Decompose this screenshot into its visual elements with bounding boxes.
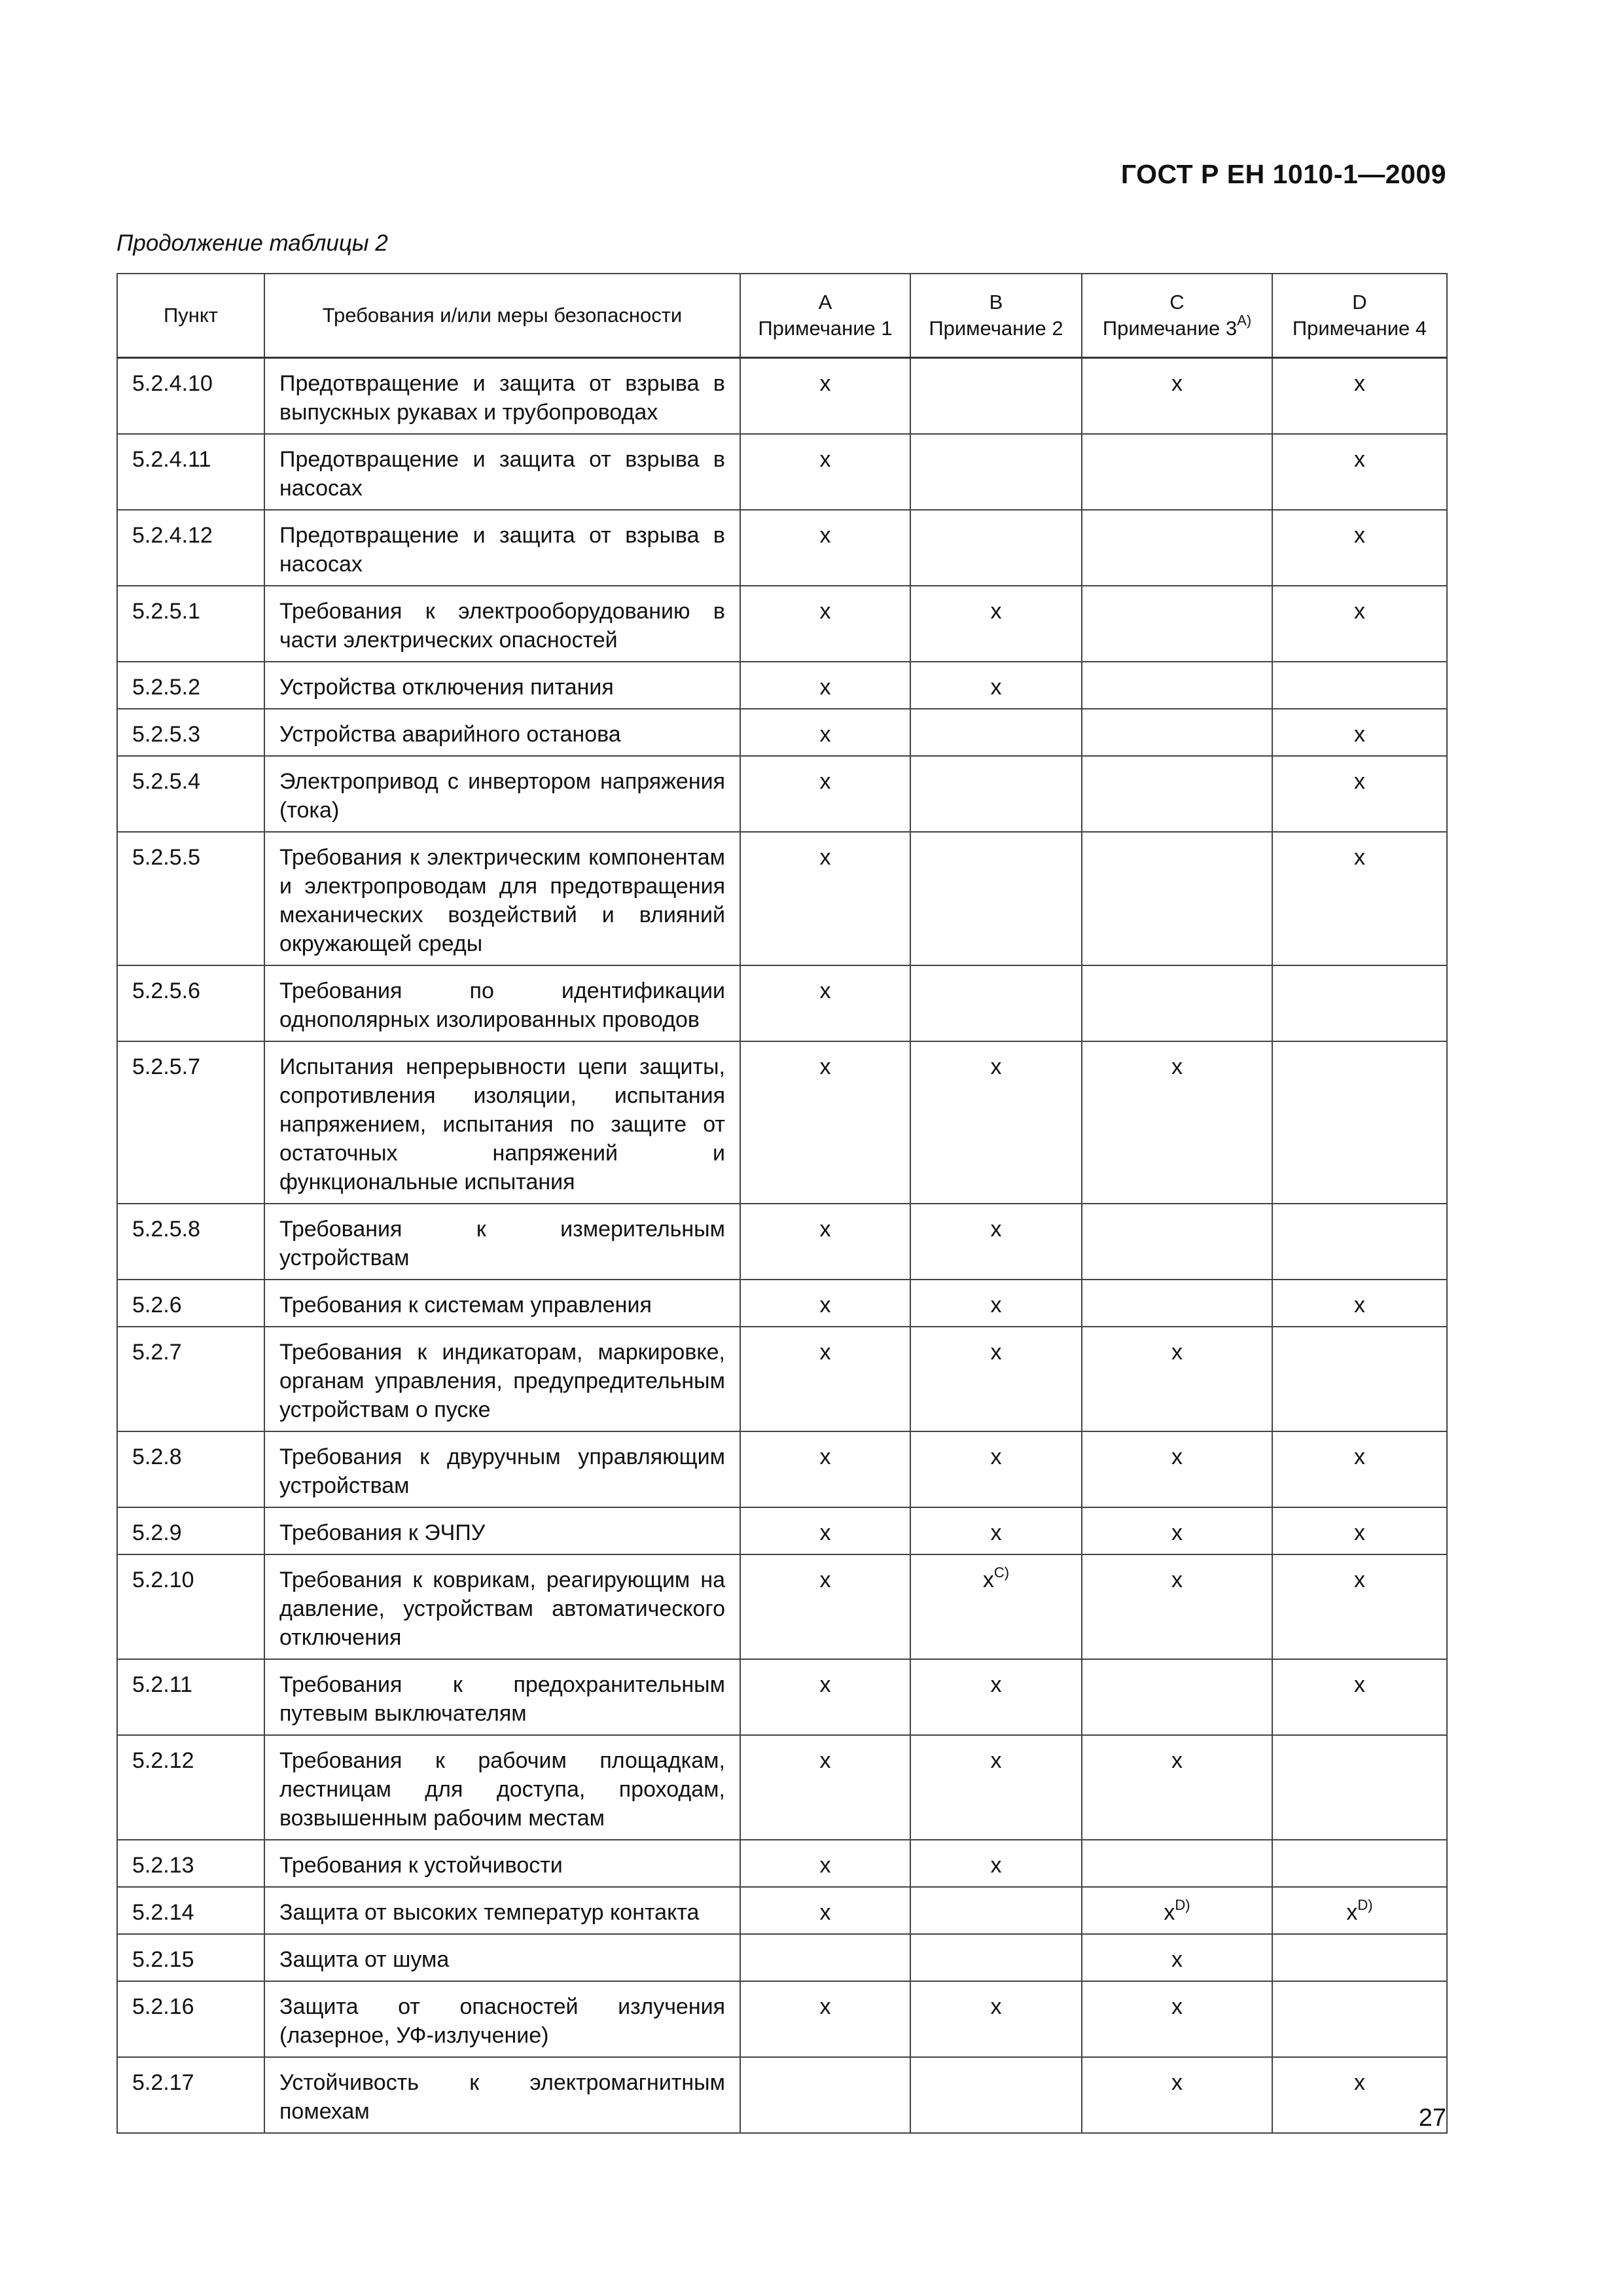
requirement-cell: Защита от шума: [264, 1934, 740, 1981]
table-row: [117, 1507, 1447, 1554]
mark-c: x: [1171, 1520, 1183, 1545]
requirement-cell: Предотвращение и защита от взрыва в насосах: [264, 510, 740, 586]
mark-cell-d: [1272, 965, 1447, 1041]
mark-cell-a: [740, 510, 910, 586]
mark-cell-a: [740, 1327, 910, 1431]
table-row: [117, 1934, 1447, 1981]
mark-cell-b: [910, 510, 1082, 586]
mark-cell-c: [1082, 1735, 1272, 1840]
mark-d: x: [1354, 1520, 1365, 1545]
header-col-d: [1272, 274, 1447, 358]
mark-cell-b: [910, 1280, 1082, 1327]
mark-cell-c: [1082, 1280, 1272, 1327]
item-number-cell: 5.2.16: [117, 1981, 264, 2057]
table-row: [117, 1041, 1447, 1204]
header-col-b: [910, 274, 1082, 358]
item-number-cell: 5.2.7: [117, 1327, 264, 1431]
mark-cell-a: [740, 1735, 910, 1840]
mark-b: x: [990, 1293, 1002, 1318]
mark-cell-c: [1082, 1204, 1272, 1280]
item-number-cell: 5.2.5.7: [117, 1041, 264, 1204]
mark-c-footnote: D): [1175, 1897, 1190, 1913]
mark-cell-a: [740, 1431, 910, 1507]
mark-cell-d: [1272, 1981, 1447, 2057]
mark-c: x: [1171, 1054, 1183, 1079]
mark-a: x: [819, 1994, 831, 2019]
mark-b: x: [982, 1568, 994, 1592]
mark-b: x: [990, 675, 1002, 700]
header-b-note: Примечание 2: [929, 317, 1063, 340]
item-number-cell: 5.2.10: [117, 1554, 264, 1659]
mark-c: x: [1171, 1748, 1183, 1773]
mark-c: x: [1171, 1340, 1183, 1365]
table-row: [117, 1840, 1447, 1887]
item-number-cell: 5.2.12: [117, 1735, 264, 1840]
requirement-cell: Требования к системам управления: [264, 1280, 740, 1327]
table-row: [117, 709, 1447, 756]
mark-d: x: [1354, 1444, 1365, 1469]
requirement-cell: Требования к предохранительным путевым выключателям: [264, 1659, 740, 1735]
mark-cell-d: [1272, 1659, 1447, 1735]
table-row: [117, 1659, 1447, 1735]
mark-cell-a: [740, 1041, 910, 1204]
requirement-cell: Устойчивость к электромагнитным помехам: [264, 2057, 740, 2133]
mark-cell-a: [740, 2057, 910, 2133]
mark-cell-a: [740, 965, 910, 1041]
mark-a: x: [819, 1853, 831, 1878]
mark-b: x: [990, 1054, 1002, 1079]
requirement-cell: Электропривод с инвертором напряжения (тока): [264, 756, 740, 832]
mark-cell-a: [740, 1554, 910, 1659]
mark-cell-c: [1082, 510, 1272, 586]
item-number-cell: 5.2.4.10: [117, 358, 264, 435]
header-requirement: [264, 274, 740, 358]
mark-cell-c: [1082, 1934, 1272, 1981]
mark-cell-b: [910, 434, 1082, 510]
table-row: [117, 756, 1447, 832]
mark-d: x: [1354, 1568, 1365, 1592]
mark-cell-b: [910, 586, 1082, 662]
requirement-cell: Требования к измерительным устройствам: [264, 1204, 740, 1280]
mark-d: x: [1354, 523, 1365, 548]
mark-cell-b: [910, 1327, 1082, 1431]
table-row: [117, 1327, 1447, 1431]
item-number-cell: 5.2.9: [117, 1507, 264, 1554]
table-row: [117, 434, 1447, 510]
requirement-cell: Устройства аварийного останова: [264, 709, 740, 756]
mark-cell-d: [1272, 662, 1447, 709]
mark-cell-b: [910, 1840, 1082, 1887]
item-number-cell: 5.2.5.4: [117, 756, 264, 832]
table-row: [117, 1887, 1447, 1934]
mark-d: x: [1354, 769, 1365, 794]
mark-cell-a: [740, 1934, 910, 1981]
mark-cell-b: [910, 709, 1082, 756]
mark-cell-b: [910, 1204, 1082, 1280]
requirement-cell: Требования к ЭЧПУ: [264, 1507, 740, 1554]
document-code: ГОСТ Р ЕН 1010-1—2009: [1120, 159, 1446, 189]
mark-cell-c: [1082, 1887, 1272, 1934]
requirement-cell: Требования к электрооборудованию в части электрических опасностей: [264, 586, 740, 662]
mark-cell-d: [1272, 709, 1447, 756]
mark-cell-b: [910, 1887, 1082, 1934]
mark-cell-a: [740, 1204, 910, 1280]
requirement-cell: Требования к индикаторам, маркировке, органам управления, предупредительным устройствам о пуске: [264, 1327, 740, 1431]
mark-cell-d: [1272, 1887, 1447, 1934]
table-row: [117, 2057, 1447, 2133]
page-number: 27: [1418, 2104, 1446, 2132]
mark-cell-c: [1082, 1431, 1272, 1507]
header-c-note-wrap: [1086, 312, 1268, 342]
header-c-note: Примечание 3: [1102, 317, 1238, 340]
table-row: [117, 662, 1447, 709]
mark-a: x: [819, 1444, 831, 1469]
mark-c: x: [1171, 1444, 1183, 1469]
mark-d: x: [1354, 2070, 1365, 2095]
mark-cell-d: [1272, 1204, 1447, 1280]
table-body: [117, 358, 1447, 2134]
requirement-cell: Требования по идентификации однополярных изолированных проводов: [264, 965, 740, 1041]
mark-b: x: [990, 599, 1002, 624]
requirement-cell: Требования к коврикам, реагирующим на давление, устройствам автоматического отключения: [264, 1554, 740, 1659]
mark-cell-d: [1272, 1280, 1447, 1327]
mark-cell-b: [910, 1554, 1082, 1659]
mark-d: x: [1354, 1293, 1365, 1318]
mark-cell-a: [740, 1507, 910, 1554]
mark-cell-b: [910, 832, 1082, 965]
mark-cell-c: [1082, 832, 1272, 965]
mark-cell-d: [1272, 1735, 1447, 1840]
item-number-cell: 5.2.5.1: [117, 586, 264, 662]
mark-d: x: [1346, 1900, 1358, 1925]
mark-b: x: [990, 1853, 1002, 1878]
mark-a: x: [819, 599, 831, 624]
mark-b: x: [990, 1994, 1002, 2019]
table-row: [117, 1554, 1447, 1659]
mark-c: x: [1171, 1568, 1183, 1592]
item-number-cell: 5.2.13: [117, 1840, 264, 1887]
mark-a: x: [819, 371, 831, 396]
requirement-cell: Испытания непрерывности цепи защиты, сопротивления изоляции, испытания напряжением, испытания по защите от остаточных напряжений и функциональные испытания: [264, 1041, 740, 1204]
mark-cell-a: [740, 358, 910, 435]
item-number-cell: 5.2.5.8: [117, 1204, 264, 1280]
requirement-cell: Предотвращение и защита от взрыва в насосах: [264, 434, 740, 510]
mark-cell-c: [1082, 1041, 1272, 1204]
mark-cell-c: [1082, 358, 1272, 435]
mark-cell-b: [910, 1735, 1082, 1840]
header-col-c: [1082, 274, 1272, 358]
mark-cell-c: [1082, 1327, 1272, 1431]
mark-a: x: [819, 722, 831, 747]
mark-a: x: [819, 523, 831, 548]
mark-cell-a: [740, 1280, 910, 1327]
item-number-cell: 5.2.6: [117, 1280, 264, 1327]
mark-a: x: [819, 978, 831, 1003]
header-c-footnote: A): [1237, 312, 1252, 329]
mark-cell-d: [1272, 1554, 1447, 1659]
requirement-cell: Защита от опасностей излучения (лазерное, УФ-излучение): [264, 1981, 740, 2057]
header-requirement-label: Требования и/или меры безопасности: [322, 304, 683, 327]
mark-c: x: [1164, 1900, 1175, 1925]
mark-cell-c: [1082, 1840, 1272, 1887]
mark-cell-b: [910, 965, 1082, 1041]
mark-cell-c: [1082, 1554, 1272, 1659]
requirement-cell: Требования к устойчивости: [264, 1840, 740, 1887]
item-number-cell: 5.2.4.12: [117, 510, 264, 586]
mark-cell-d: [1272, 358, 1447, 435]
mark-cell-a: [740, 1887, 910, 1934]
item-number-cell: 5.2.14: [117, 1887, 264, 1934]
mark-cell-d: [1272, 434, 1447, 510]
mark-cell-d: [1272, 1431, 1447, 1507]
mark-cell-b: [910, 2057, 1082, 2133]
mark-c: x: [1171, 1947, 1183, 1972]
mark-cell-b: [910, 1041, 1082, 1204]
header-a-letter: A: [818, 291, 832, 314]
table-header-row: [117, 274, 1447, 358]
mark-a: x: [819, 1054, 831, 1079]
table-row: [117, 1204, 1447, 1280]
table-row: [117, 586, 1447, 662]
mark-cell-b: [910, 1507, 1082, 1554]
mark-a: x: [819, 1900, 831, 1925]
mark-a: x: [819, 1217, 831, 1242]
mark-cell-b: [910, 1659, 1082, 1735]
header-b-letter: B: [989, 291, 1003, 314]
table-row: [117, 510, 1447, 586]
mark-cell-b: [910, 662, 1082, 709]
mark-cell-a: [740, 1659, 910, 1735]
mark-b: x: [990, 1748, 1002, 1773]
requirement-cell: Требования к двуручным управляющим устройствам: [264, 1431, 740, 1507]
header-a-note: Примечание 1: [758, 317, 893, 340]
header-c-letter: C: [1169, 291, 1185, 314]
mark-cell-d: [1272, 1934, 1447, 1981]
item-number-cell: 5.2.5.5: [117, 832, 264, 965]
mark-cell-a: [740, 832, 910, 965]
mark-cell-a: [740, 586, 910, 662]
header-item: [117, 274, 264, 358]
mark-cell-c: [1082, 662, 1272, 709]
mark-a: x: [819, 845, 831, 870]
mark-cell-b: [910, 1934, 1082, 1981]
mark-cell-a: [740, 756, 910, 832]
header-col-a: [740, 274, 910, 358]
mark-cell-c: [1082, 586, 1272, 662]
mark-a: x: [819, 1748, 831, 1773]
item-number-cell: 5.2.5.2: [117, 662, 264, 709]
requirements-table: [116, 273, 1448, 2134]
mark-d: x: [1354, 1672, 1365, 1697]
table-row: [117, 965, 1447, 1041]
table-row: [117, 1981, 1447, 2057]
mark-cell-a: [740, 1981, 910, 2057]
table-caption: Продолжение таблицы 2: [116, 230, 388, 256]
mark-a: x: [819, 1293, 831, 1318]
mark-cell-b: [910, 1981, 1082, 2057]
mark-a: x: [819, 1340, 831, 1365]
mark-c: x: [1171, 2070, 1183, 2095]
mark-cell-b: [910, 756, 1082, 832]
mark-cell-d: [1272, 756, 1447, 832]
mark-a: x: [819, 675, 831, 700]
mark-cell-c: [1082, 434, 1272, 510]
mark-cell-d: [1272, 1840, 1447, 1887]
mark-c: x: [1171, 371, 1183, 396]
mark-cell-c: [1082, 1659, 1272, 1735]
mark-cell-c: [1082, 1981, 1272, 2057]
item-number-cell: 5.2.11: [117, 1659, 264, 1735]
mark-cell-a: [740, 434, 910, 510]
mark-cell-b: [910, 1431, 1082, 1507]
mark-cell-c: [1082, 2057, 1272, 2133]
mark-a: x: [819, 769, 831, 794]
item-number-cell: 5.2.8: [117, 1431, 264, 1507]
table-row: [117, 1735, 1447, 1840]
mark-b: x: [990, 1340, 1002, 1365]
header-d-note: Примечание 4: [1292, 317, 1427, 340]
mark-cell-a: [740, 662, 910, 709]
mark-cell-a: [740, 709, 910, 756]
mark-d-footnote: D): [1357, 1897, 1373, 1913]
item-number-cell: 5.2.5.6: [117, 965, 264, 1041]
mark-d: x: [1354, 447, 1365, 472]
mark-a: x: [819, 1672, 831, 1697]
mark-cell-c: [1082, 1507, 1272, 1554]
mark-a: x: [819, 1568, 831, 1592]
table-row: [117, 832, 1447, 965]
mark-c: x: [1171, 1994, 1183, 2019]
mark-cell-c: [1082, 709, 1272, 756]
requirement-cell: Требования к рабочим площадкам, лестницам для доступа, проходам, возвышенным рабочим местам: [264, 1735, 740, 1840]
mark-cell-d: [1272, 1041, 1447, 1204]
mark-b: x: [990, 1444, 1002, 1469]
mark-d: x: [1354, 371, 1365, 396]
requirement-cell: Устройства отключения питания: [264, 662, 740, 709]
item-number-cell: 5.2.15: [117, 1934, 264, 1981]
mark-a: x: [819, 1520, 831, 1545]
mark-cell-b: [910, 358, 1082, 435]
mark-d: x: [1354, 722, 1365, 747]
mark-cell-d: [1272, 1507, 1447, 1554]
header-d-letter: D: [1352, 291, 1367, 314]
mark-cell-d: [1272, 1327, 1447, 1431]
item-number-cell: 5.2.5.3: [117, 709, 264, 756]
item-number-cell: 5.2.4.11: [117, 434, 264, 510]
mark-d: x: [1354, 599, 1365, 624]
mark-cell-d: [1272, 586, 1447, 662]
mark-a: x: [819, 447, 831, 472]
item-number-cell: 5.2.17: [117, 2057, 264, 2133]
mark-cell-a: [740, 1840, 910, 1887]
mark-d: x: [1354, 845, 1365, 870]
mark-cell-d: [1272, 510, 1447, 586]
mark-cell-d: [1272, 832, 1447, 965]
mark-b: x: [990, 1672, 1002, 1697]
mark-cell-c: [1082, 965, 1272, 1041]
mark-b: x: [990, 1520, 1002, 1545]
mark-b-footnote: C): [993, 1564, 1010, 1581]
mark-cell-c: [1082, 756, 1272, 832]
table-row: [117, 1431, 1447, 1507]
requirement-cell: Предотвращение и защита от взрыва в выпускных рукавах и трубопроводах: [264, 358, 740, 435]
table-row: [117, 1280, 1447, 1327]
requirement-cell: Требования к электрическим компонентам и электропроводам для предотвращения механических воздействий и влияний окружающей среды: [264, 832, 740, 965]
mark-b: x: [990, 1217, 1002, 1242]
table-row: [117, 358, 1447, 435]
requirement-cell: Защита от высоких температур контакта: [264, 1887, 740, 1934]
header-item-label: Пункт: [163, 304, 218, 327]
